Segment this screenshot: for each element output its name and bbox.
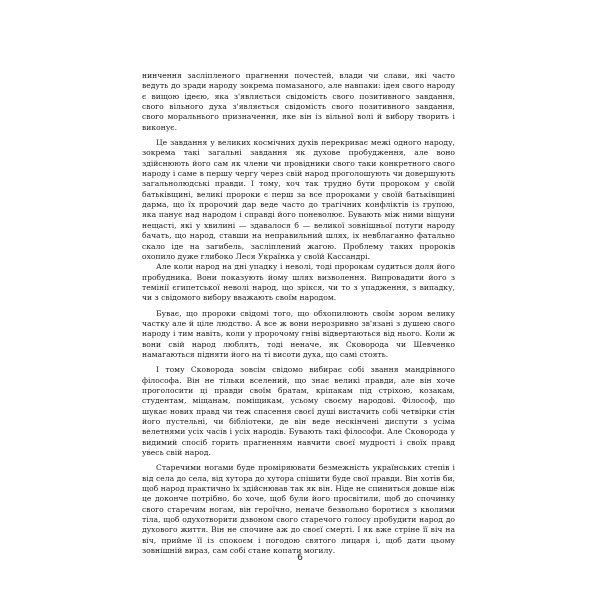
paragraph-3: Але коли народ на дні упадку і неволі, тоді пророкам судиться доля його пробудника. Вони показують йому шлях визволення. Випровадити його з темінії єгипетської неволі народ, що зрікся, чи то з упадження, з випадку, чи з свідомого вибору вважають своїм народом. (142, 262, 455, 303)
paragraph-6: Старечими ногами буде проміряювати безмежність українських степів і від села до села, від хутора до хутора спішити буде свої правди. Він хотів би, щоб народ практично їх здійснював так як він. Ніде не спиниться довше ніж це доконче потрібно, бо хоче, щоб були його просвітили, щоб до спочинку свого старечим ногам, він героїчно, неначе безвольно боротися з кволими тіла, щоб одухотворити дзвоном свого старечого голосу пробудити народ до духового життя. Він не спочине аж до своєї смерті. І як вже стріне її віч на віч, прийме її із спокоєм і погодою святого лицаря і, щоб дати цьому зовнішній вираз, сам собі стане копати могилу. (142, 463, 455, 556)
paragraph-5: І тому Сковорода зовсім свідомо вибирає собі звання мандрівного філософа. Він не тільки вселений, що знає великі правди, але він хоче проголосити ці правди своїм братам, кріпакам під стріхою, козакам, студентам, міщанам, поміщикам, усьому своєму народові. Філософ, що шукає нових правд чи теж спасення своєї душі вистачить собі четвірки стін його пустельні, чи бібліотеки, де він веде нескінчені диспути з усіма велетнями усіх часів і усіх народів. Бувають такі філософи. Але Сковорода у видимий спосіб горить прагненням навчити своєї мудрості і своїх правд увесь свій народ. (142, 365, 455, 458)
paragraph-2: Це завдання у великих космічних духів перекриває межі одного народу, зокрема такі загальні завдання як духове пробудження, але воно здійснюють його сам як члени чи провідники свого таки конкретного свого народу і саме в першу чергу через свій народ проголошують чи довершують загальнолюдські правди. І тому, хоч так трудно бути пророком у своїй батьківщині, великі пророки є перш за все пророками у своїй батьківщині дарма, що їх пророчий дар веде часто до трагічних конфліктів із групою, яка панує над народом і справді його поневолює. Бувають між ними віщуни нещасті, які у хвилині — здавалося б — великої зовнішньої потуги народу бачать, що народ, ставши на неправильний шлях, іх невблаганно фатально скало іде на загибель, засліплений жагою. Проблему таких пророків охопило дуже глибоко Леся Українка у своїй Кассандрі. (142, 138, 455, 261)
page-number: 6 (297, 553, 303, 563)
body-text (142, 71, 455, 556)
paragraph-4: Буває, що пророки свідомі того, що обхопилюють своїм зором велику частку але й цілe людство. А все ж вони нерозривно зв'язані з душею свого народу і тим навіть, коли у пророчому гніві відвертаються від нього. Коли ж вони свій народ люблять, тоді неначе, як Сковорода чи Шевченко намагаються підняти його на ті висоти духа, що самі стоять. (142, 308, 455, 359)
paragraph-1: нинчення засліпленого прагнення почестей, влади чи слави, які часто ведуть до зради народу зокрема помазаного, але навпаки: ідея свого народу є вищою ідеєю, яка з'являється свідомість свого позитивного завдання, свого вільного духа з'являється свідомість свого позитивного завдання, свого моральнього призначення, яке він із вільної волі й вибору творить і виконує. (142, 71, 455, 132)
